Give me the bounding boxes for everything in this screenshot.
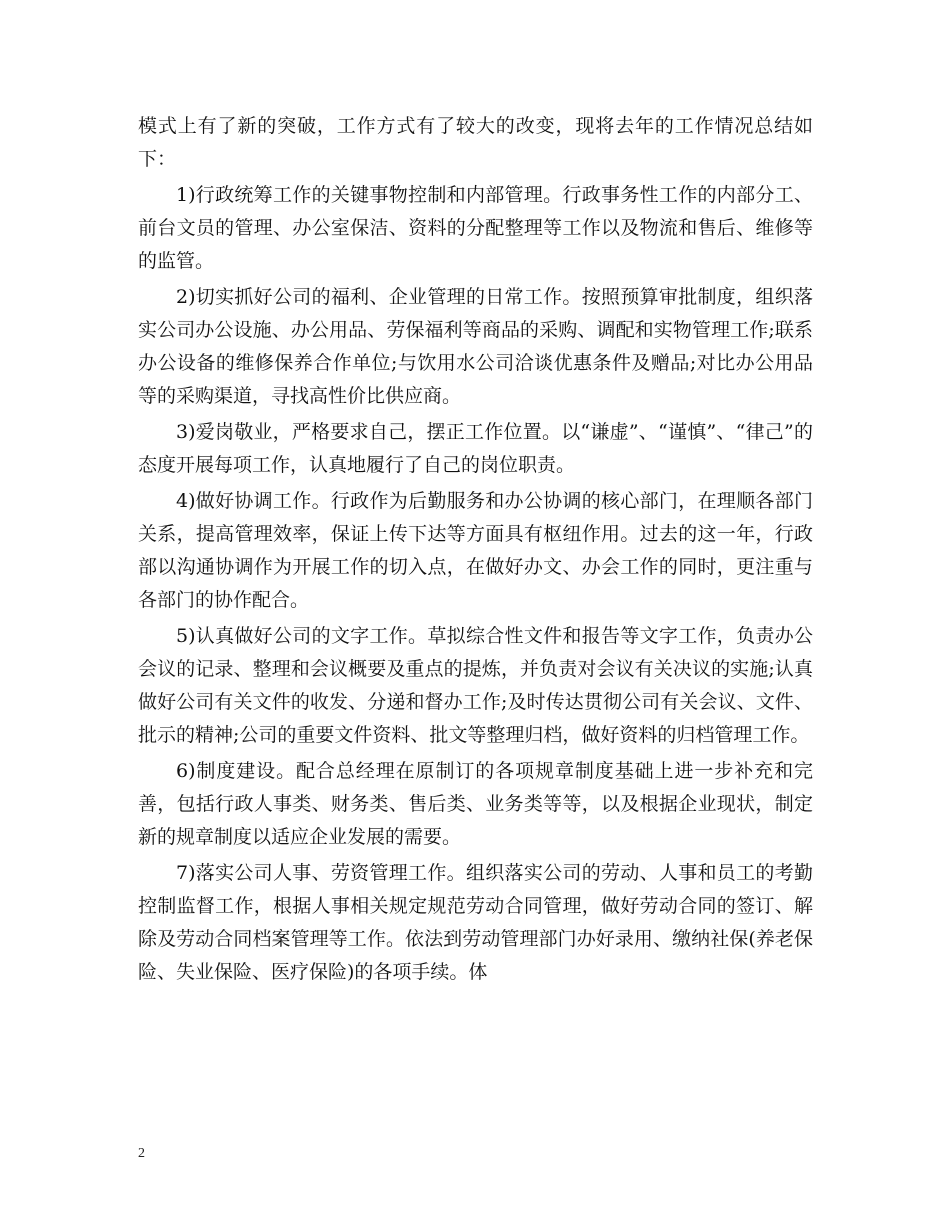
document-body bbox=[138, 110, 813, 989]
paragraph-4: 4)做好协调工作。行政作为后勤服务和办公协调的核心部门，在理顺各部门关系，提高管理效率，保证上传下达等方面具有枢纽作用。过去的这一年，行政部以沟通协调作为开展工作的切入点，在做好办文、办会工作的同时，更注重与各部门的协作配合。 bbox=[138, 490, 813, 611]
paragraph-0: 模式上有了新的突破，工作方式有了较大的改变，现将去年的工作情况总结如下： bbox=[138, 115, 813, 170]
paragraph-6: 6)制度建设。配合总经理在原制订的各项规章制度基础上进一步补充和完善，包括行政人事类、财务类、售后类、业务类等等，以及根据企业现状，制定新的规章制度以适应企业发展的需要。 bbox=[138, 760, 813, 848]
page-number: 2 bbox=[138, 1146, 145, 1161]
paragraph-5: 5)认真做好公司的文字工作。草拟综合性文件和报告等文字工作，负责办公会议的记录、整理和会议概要及重点的提炼，并负责对会议有关决议的实施;认真做好公司有关文件的收发、分递和督办工作;及时传达贯彻公司有关会议、文件、批示的精神;公司的重要文件资料、批文等整理归档，做好资料的归档管理工作。 bbox=[138, 625, 813, 746]
paragraph-1: 1)行政统筹工作的关键事物控制和内部管理。行政事务性工作的内部分工、前台文员的管理、办公室保洁、资料的分配整理等工作以及物流和售后、维修等的监管。 bbox=[138, 184, 813, 272]
paragraph-3: 3)爱岗敬业，严格要求自己，摆正工作位置。以“谦虚”、“谨慎”、“律己”的态度开展每项工作，认真地履行了自己的岗位职责。 bbox=[138, 421, 813, 476]
paragraph-7: 7)落实公司人事、劳资管理工作。组织落实公司的劳动、人事和员工的考勤控制监督工作，根据人事相关规定规范劳动合同管理，做好劳动合同的签订、解除及劳动合同档案管理等工作。依法到劳动管理部门办好录用、缴纳社保(养老保险、失业保险、医疗保险)的各项手续。体 bbox=[138, 862, 813, 983]
paragraph-2: 2)切实抓好公司的福利、企业管理的日常工作。按照预算审批制度，组织落实公司办公设施、办公用品、劳保福利等商品的采购、调配和实物管理工作;联系办公设备的维修保养合作单位;与饮用水公司洽谈优惠条件及赠品;对比办公用品等的采购渠道，寻找高性价比供应商。 bbox=[138, 286, 813, 407]
